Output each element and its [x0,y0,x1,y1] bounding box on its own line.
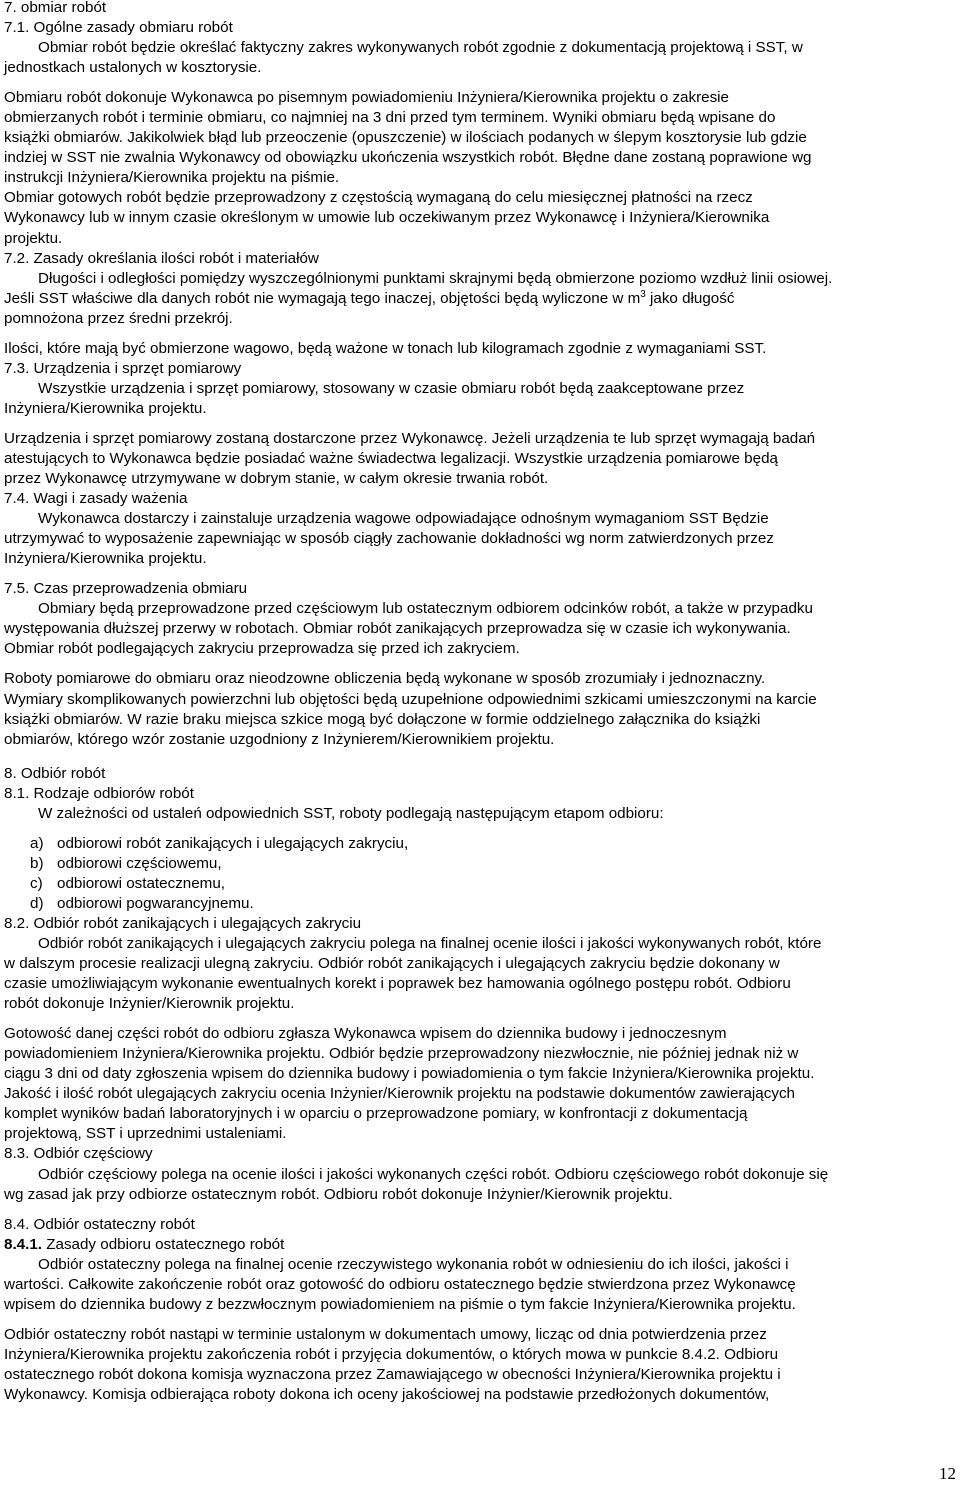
paragraph-line: przez Wykonawcę utrzymywane w dobrym stanie, w całym okresie trwania robót. [4,470,549,488]
paragraph-line: W zależności od ustaleń odpowiednich SST, roboty podlegają następującym etapom odbioru: [38,804,664,822]
subsection-heading: 7.2. Zasady określania ilości robót i materiałów [4,249,319,267]
subsection-heading: 8.2. Odbiór robót zanikających i ulegających zakryciu [4,914,362,932]
paragraph-line: utrzymywać to wyposażenie zapewniając w sposób ciągły zachowanie dokładności wg norm zatwierdzonych przez [4,530,774,548]
paragraph-line: ostatecznego robót dokona komisja wyznaczona przez Zamawiającego w obecności Inżyniera/Kierownika projektu i [4,1365,781,1383]
subsection-heading: 8.4. Odbiór ostateczny robót [4,1215,195,1233]
paragraph-line: Urządzenia i sprzęt pomiarowy zostaną dostarczone przez Wykonawcę. Jeżeli urządzenia te lub sprzęt wymagają badań [4,429,816,447]
paragraph-line: projektową, SST i uprzednimi ustaleniami. [4,1125,287,1143]
paragraph-line: Wszystkie urządzenia i sprzęt pomiarowy, stosowany w czasie obmiaru robót będą zaakceptowane przez [38,379,745,397]
paragraph-line: Jakość i ilość robót ulegających zakryciu ocenia Inżynier/Kierownik projektu na podstawie dokumentów zawierających [4,1085,795,1103]
paragraph-line: robót dokonuje Inżynier/Kierownik projektu. [4,995,295,1013]
paragraph-line: w dalszym procesie realizacji ulegną zakryciu. Odbiór robót zanikających i ulegających zakryciu będzie dokonany w [4,955,780,973]
paragraph-line: jednostkach ustalonych w kosztorysie. [4,59,262,77]
subsection-heading: 8.1. Rodzaje odbiorów robót [4,784,194,802]
paragraph-line: wg zasad jak przy odbiorze ostatecznym robót. Odbioru robót dokonuje Inżynier/Kierownik projektu. [4,1185,673,1203]
subsubsection-heading: 8.4.1. Zasady odbioru ostatecznego robót [4,1235,285,1253]
paragraph-line: wartości. Całkowite zakończenie robót oraz gotowość do odbioru ostatecznego będzie stwierdzona przez Wykonawcę [4,1275,796,1293]
paragraph-line: Obmiary będą przeprowadzone przed częściowym lub ostatecznym odbiorem odcinków robót, a także w przypadku [38,600,813,618]
odbior-list [4,834,956,914]
list-item: d) odbiorowi pogwarancyjnemu. [30,894,254,912]
subsection-heading: 7.1. Ogólne zasady obmiaru robót [4,19,233,37]
paragraph-line: Inżyniera/Kierownika projektu. [4,399,207,417]
paragraph-line: występowania dłuższej przerwy w robotach. Obmiar robót zanikających przeprowadza się w czasie ich wykonywania. [4,620,791,638]
paragraph-line: ciągu 3 dni od daty zgłoszenia wpisem do dziennika budowy i powiadomienia o tym fakcie Inżyniera/Kierownika projektu. [4,1065,815,1083]
paragraph-line: książki obmiarów. W razie braku miejsca szkice mogą być dołączone w formie oddzielnego załącznika do książki [4,710,761,728]
paragraph-line: pomnożona przez średni przekrój. [4,309,233,327]
list-item: b) odbiorowi częściowemu, [30,854,222,872]
page-number: 12 [939,1464,956,1483]
paragraph-line: projektu. [4,229,63,247]
paragraph-line: Odbiór ostateczny polega na finalnej ocenie rzeczywistego wykonania robót w odniesieniu do ich ilości, jakości i [38,1255,789,1273]
paragraph-line: Obmiaru robót dokonuje Wykonawca po pisemnym powiadomieniu Inżyniera/Kierownika projektu o zakresie [4,89,730,107]
subsection-heading: 7.4. Wagi i zasady ważenia [4,490,188,508]
list-item: a) odbiorowi robót zanikających i ulegających zakryciu, [30,834,409,852]
paragraph-line: atestujących to Wykonawca będzie posiadać ważne świadectwa legalizacji. Wszystkie urządzenia pomiarowe będą [4,449,778,467]
paragraph-line: Wykonawca dostarczy i zainstaluje urządzenia wagowe odpowiadające odnośnym wymaganiom SST Będzie [38,510,769,528]
paragraph-line: Odbiór robót zanikających i ulegających zakryciu polega na finalnej ocenie ilości i jakości wykonywanych robót, które [38,935,822,953]
list-item: c) odbiorowi ostatecznemu, [30,874,225,892]
section-heading: 7. obmiar robót [4,0,107,16]
paragraph-line: Wymiary skomplikowanych powierzchni lub objętości będą uzupełnione odpowiednimi szkicami umieszczonymi na karcie [4,690,817,708]
paragraph-line: instrukcji Inżyniera/Kierownika projektu na piśmie. [4,169,340,187]
paragraph-line: obmierzanych robót i terminie obmiaru, co najmniej na 3 dni przed tym terminem. Wyniki obmiaru będą wpisane do [4,109,776,127]
paragraph-line: Odbiór częściowy polega na ocenie ilości i jakości wykonanych części robót. Odbioru częściowego robót dokonuje się [38,1165,829,1183]
subsection-heading: 8.3. Odbiór częściowy [4,1145,153,1163]
paragraph-line: wpisem do dziennika budowy z bezzwłocznym powiadomieniem na piśmie o tym fakcie Inżyniera/Kierownika projektu. [4,1295,796,1313]
paragraph-line: obmiarów, którego wzór zostanie uzgodniony z Inżynierem/Kierownikiem projektu. [4,730,555,748]
paragraph-line: indziej w SST nie zwalnia Wykonawcy od obowiązku ukończenia wszystkich robót. Błędne dane zostaną poprawione wg [4,149,812,167]
paragraph-line: Ilości, które mają być obmierzone wagowo, będą ważone w tonach lub kilogramach zgodnie z wymaganiami SST. [4,339,767,357]
paragraph-line: Inżyniera/Kierownika projektu zakończenia robót i przyjęcia dokumentów, o których mowa w punkcie 8.4.2. Odbioru [4,1345,779,1363]
paragraph-line: Wykonawcy lub w innym czasie określonym w umowie lub oczekiwanym przez Wykonawcę i Inżyniera/Kierownika [4,209,770,227]
paragraph-line: Roboty pomiarowe do obmiaru oraz nieodzowne obliczenia będą wykonane w sposób zrozumiały i jednoznaczny. [4,670,766,688]
paragraph-line: Odbiór ostateczny robót nastąpi w terminie ustalonym w dokumentach umowy, licząc od dnia potwierdzenia przez [4,1325,767,1343]
paragraph-line: książki obmiarów. Jakikolwiek błąd lub przeoczenie (opuszczenie) w ilościach podanych w ślepym kosztorysie lub gdzie [4,129,807,147]
paragraph-line: Inżyniera/Kierownika projektu. [4,550,207,568]
document-page [4,0,956,1405]
paragraph-line: Obmiar gotowych robót będzie przeprowadzony z częstością wymaganą do celu miesięcznej płatności na rzecz [4,189,753,207]
paragraph-line: Obmiar robót będzie określać faktyczny zakres wykonywanych robót zgodnie z dokumentacją projektową i SST, w [38,39,803,57]
subsection-heading: 7.5. Czas przeprowadzenia obmiaru [4,580,248,598]
paragraph-line: powiadomieniem Inżyniera/Kierownika projektu. Odbiór będzie przeprowadzony niezwłocznie, nie później jednak niż w [4,1045,799,1063]
paragraph-line: Obmiar robót podlegających zakryciu przeprowadza się przed ich zakryciem. [4,640,520,658]
paragraph-line: Długości i odległości pomiędzy wyszczególnionymi punktami skrajnymi będą obmierzone poziomo wzdłuż linii osiowej. [38,269,833,287]
paragraph-line: Jeśli SST właściwe dla danych robót nie wymagają tego inaczej, objętości będą wyliczone w $m^3$ jako długość [4,288,735,307]
paragraph-line: komplet wyników badań laboratoryjnych i w oparciu o przeprowadzone pomiary, w konfrontacji z dokumentacją [4,1105,748,1123]
paragraph-line: czasie umożliwiającym wykonanie ewentualnych korekt i poprawek bez hamowania ogólnego postępu robót. Odbioru [4,975,791,993]
paragraph-line: Wykonawcy. Komisja odbierająca roboty dokona ich oceny jakościowej na podstawie przedłożonych dokumentów, [4,1386,770,1403]
subsection-heading: 7.3. Urządzenia i sprzęt pomiarowy [4,359,242,377]
paragraph-line: Gotowość danej części robót do odbioru zgłasza Wykonawca wpisem do dziennika budowy i jednoczesnym [4,1025,727,1043]
section-heading: 8. Odbiór robót [4,764,106,782]
